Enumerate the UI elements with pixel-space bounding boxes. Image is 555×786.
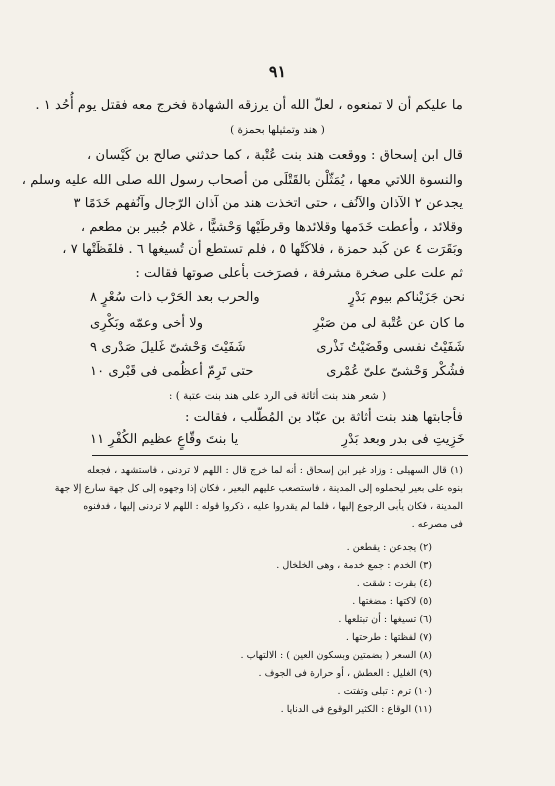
main-text-line: فأجابتها هند بنت أثاثة بن عبّاد بن المُطّلب ، فقالت :: [185, 410, 463, 425]
page-number: ٩١: [268, 62, 287, 81]
poem-verse: [90, 290, 465, 312]
footnote-divider: [92, 455, 468, 456]
glossary-note: (٢) يجدعن : يقطعن .: [346, 542, 432, 553]
poem-verse: [90, 432, 465, 454]
footnote-line: (١) قال السهيلى : وزاد غير ابن إسحاق : أنه لما خرج قال : اللهم لا تردنى ، فاستشهد ، فجعله: [87, 465, 463, 476]
glossary-note: (١٠) ترم : تبلى وتفتت .: [337, 686, 432, 697]
verse-second-hemistich: شَفَيْتَ وَحْشىّ غَليلَ صَدْرى ٩: [90, 340, 246, 355]
glossary-note: (٧) لفظتها : طرحتها .: [345, 632, 432, 643]
verse-second-hemistich: والحرب بعد الحَرْب ذات سُعْرٍ ٨: [90, 290, 260, 305]
verse-second-hemistich: يا بنتَ وقّاعٍ عظيم الكُفْرِ ١١: [90, 432, 239, 447]
glossary-note: (١١) الوقاع : الكثير الوقوع فى الدنايا .: [280, 704, 432, 715]
glossary-note: (٩) الغليل : العطش ، أو حرارة فى الجوف .: [258, 668, 432, 679]
verse-second-hemistich: ولا أخى وعمّه وبَكْرِى: [90, 316, 204, 331]
poem-verse: [90, 364, 465, 386]
footnote-line: بنوه على بعير ليحملوه إلى المدينة ، فاستصعب عليهم البعير ، فكان إذا وجهوه إلى كل جهة سارع إلا جهة: [54, 483, 463, 494]
main-text-line: والنسوة اللاتي معها ، يُمَثّلْن بالقَتْلَى من أصحاب رسول الله صلى الله عليه وسلم ،: [21, 173, 463, 188]
glossary-note: (٥) لاكتها : مضغتها .: [352, 596, 432, 607]
glossary-note: (٦) تسيغها : أن تبتلعها .: [338, 614, 432, 625]
verse-first-hemistich: نحن جَزَيْناكم بيوم بَدْرٍ: [348, 290, 465, 305]
section-heading: ( هند وتمثيلها بحمزة ): [230, 124, 325, 136]
verse-second-hemistich: حتى تَرِمّ أعظُمى فى قَبْرى ١٠: [90, 364, 254, 379]
main-text-line: يجدعن ٢ الآذان والآنُف ، حتى اتخذت هند من آذان الرّجال وآنُفهم خَدَمًا ٣: [73, 196, 463, 211]
poem-verse: [90, 340, 465, 362]
main-text-line: وبَقَرَت ٤ عن كَبد حمزة ، فلاكَتْها ٥ ، فلم تستطع أن تُسيغها ٦ . فلفَظَتْها ٧ ،: [62, 242, 463, 257]
glossary-note: (٤) بقرت : شقت .: [356, 578, 432, 589]
poem-verse: [90, 316, 465, 338]
main-text-line: وقلائد ، وأعطت خَدَمها وقلائدها وقرطَيْها وَحْشيًّا ، غلام جُبير بن مطعم ،: [80, 220, 463, 235]
main-text-line: ما عليكم أن لا تمنعوه ، لعلّ الله أن يرزقه الشهادة فخرج معه فقتل يوم أُحُد ١ .: [35, 98, 463, 113]
glossary-note: (٣) الخدم : جمع خدمة ، وهى الخلخال .: [276, 560, 432, 571]
verse-first-hemistich: شَفَيْتُ نفسى وقَضَيْتُ نَذْرى: [316, 340, 465, 355]
verse-first-hemistich: فشُكْر وَحْشىّ علىّ عُمْرى: [326, 364, 465, 379]
verse-first-hemistich: ما كان عن عُتْبة لى من صَبْرِ: [313, 316, 465, 331]
main-text-line: قال ابن إسحاق : ووقعت هند بنت عُتْبة ، كما حدثني صالح بن كَيْسان ،: [87, 148, 463, 163]
main-text-line: ثم علت على صخرة مشرفة ، فصرَخت بأعلى صوتها فقالت :: [135, 266, 463, 281]
footnote-line: فى مصرعه .: [411, 519, 463, 530]
footnote-line: المدينة ، فكان يأبى الرجوع إليها ، فلما لم يقدروا عليه ، ذكروا قوله : اللهم لا تردنى إليها ، فدفنوه: [83, 501, 463, 512]
glossary-note: (٨) السعر ( بضمتين وبسكون العين ) : الالتهاب .: [240, 650, 432, 661]
section-heading: ( شعر هند بنت أثاثة فى الرد على هند بنت عتبة ) :: [168, 390, 387, 402]
verse-first-hemistich: خَزِيتِ فى بدر وبعد بَدْرِ: [341, 432, 465, 447]
